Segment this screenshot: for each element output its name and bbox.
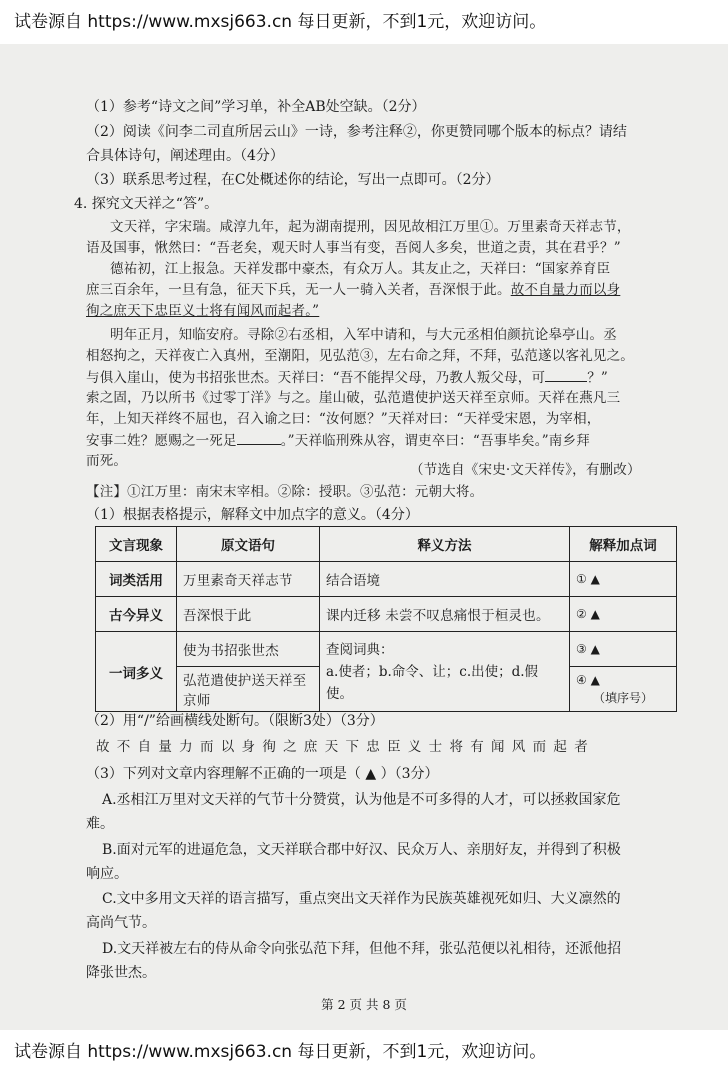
question-2-line2: 合具体诗句，阐述理由。（4分）	[86, 148, 284, 164]
sentence-cell: 吾深恨于此	[177, 597, 320, 632]
option-a-cont: 难。	[86, 816, 114, 832]
passage-text: 与俱入崖山，使为书招张世杰。天祥曰：“吾不能捍父母，乃教人叛父母，可	[86, 370, 546, 386]
passage-text: 。”天祥临刑殊从容，谓吏卒曰：“吾事毕矣。”南乡拜	[280, 433, 590, 449]
method-cell: 结合语境	[320, 562, 570, 597]
passage-line: 而死。	[86, 453, 128, 469]
passage-line: 索之固，乃以所书《过零丁洋》与之。崖山破，弘范遣使护送天祥至京师。天祥在燕凡三	[86, 390, 621, 406]
passage-line	[86, 367, 608, 388]
question-3: （3）联系思考过程，在C处概述你的结论，写出一点即可。（2分）	[86, 172, 500, 188]
sentence-cell: 万里素奇天祥志节	[177, 562, 320, 597]
table-row	[96, 632, 677, 667]
passage-text: ？”	[587, 370, 609, 386]
table-row	[96, 562, 677, 597]
sub-question-1: （1）根据表格提示，解释文中加点字的意义。（4分）	[86, 507, 419, 523]
answer-cell[interactable]	[570, 667, 677, 712]
underlined-sentence-cont: 徇之庶天下忠臣义士将有闻风而起者。”	[86, 303, 320, 319]
table-row	[96, 597, 677, 632]
answer-cell[interactable]: ③ ▲	[570, 632, 677, 667]
option-b-cont: 响应。	[86, 866, 128, 882]
footnote: 【注】①江万里：南宋末宰相。②除：授职。③弘范：元朝大将。	[86, 484, 484, 500]
question-2-line1: （2）阅读《问李二司直所居云山》一诗，参考注释②，你更赞同哪个版本的标点？请结	[86, 124, 627, 140]
passage-text: 安事二姓？愿赐之一死足	[86, 433, 237, 449]
option-c-cont: 高尚气节。	[86, 915, 156, 931]
question-1: （1）参考“诗文之间”学习单，补全AB处空缺。（2分）	[86, 99, 426, 115]
source-citation: （节选自《宋史·文天祥传》，有删改）	[410, 462, 641, 478]
passage-line: 德祐初，江上报急。天祥发郡中豪杰，有众万人。其友止之，天祥曰：“国家养育臣	[110, 261, 611, 277]
option-c[interactable]: C.文中多用文天祥的语言描写，重点突出文天祥作为民族英雄视死如归、大义凛然的	[102, 891, 621, 907]
method-cell	[320, 632, 570, 712]
phenomenon-cell: 一词多义	[96, 632, 177, 712]
phenomenon-cell: 词类活用	[96, 562, 177, 597]
passage-line: 语及国事，愀然曰：“吾老矣，观天时人事当有变，吾阅人多矣，世道之责，其在君乎？”	[86, 240, 621, 256]
passage-text: 庶三百余年，一旦有急，征天下兵，无一人一骑入关者，吾深恨于此。	[86, 282, 511, 298]
passage-line: 年，上知天祥终不屈也，召入谕之曰：“汝何愿？”天祥对曰：“天祥受宋恩，为宰相，	[86, 411, 601, 427]
method-options: a.使者；b.命令、让；c.出使；d.假使。	[326, 663, 539, 702]
answer-blank[interactable]	[237, 430, 281, 445]
sentence-cell: 弘范遣使护送天祥至京师	[177, 667, 320, 712]
option-d[interactable]: D.文天祥被左右的侍从命令向张弘范下拜，但他不拜，张弘范便以礼相待，还派他招	[102, 941, 622, 957]
passage-line: 文天祥，字宋瑞。咸淳九年，起为湖南提刑，因见故相江万里①。万里素奇天祥志节，	[110, 219, 631, 235]
option-d-cont: 降张世杰。	[86, 965, 156, 981]
top-banner: 试卷源自 https://www.mxsj663.cn 每日更新，不到1元，欢迎访问。	[0, 0, 728, 44]
section-4-heading: 4. 探究文天祥之“答”。	[74, 196, 219, 212]
header-method: 释义方法	[320, 527, 570, 562]
answer-cell[interactable]: ① ▲	[570, 562, 677, 597]
table-header-row	[96, 527, 677, 562]
answer-slot: ④ ▲	[576, 673, 600, 687]
sub-question-3: （3）下列对文章内容理解不正确的一项是（ ▲ ）（3分）	[86, 766, 439, 782]
passage-line	[86, 430, 590, 451]
option-b[interactable]: B.面对元军的进逼危急，文天祥联合郡中好汉、民众万人、亲朋好友，并得到了积极	[102, 842, 621, 858]
passage-line: 相怒拘之，天祥夜亡入真州，至潮阳，见弘范③，左右命之拜，不拜，弘范遂以客礼见之。	[86, 348, 634, 364]
phenomenon-cell: 古今异义	[96, 597, 177, 632]
bottom-banner: 试卷源自 https://www.mxsj663.cn 每日更新，不到1元，欢迎访问。	[0, 1030, 728, 1074]
answer-blank[interactable]	[545, 367, 587, 382]
passage-line	[86, 280, 620, 300]
passage-line: 明年正月，知临安府。寻除②右丞相，入军中请和，与大元丞相伯颜抗论皋亭山。丞	[110, 327, 617, 343]
method-dictionary: 查阅词典：	[326, 641, 394, 658]
sub-question-2: （2）用“/”给画横线处断句。（限断3处）（3分）	[86, 713, 384, 729]
sentence-cell: 使为书招张世杰	[177, 632, 320, 667]
fill-hint: （填序号）	[592, 691, 653, 705]
vocab-table	[95, 526, 677, 712]
header-sentence: 原文语句	[177, 527, 320, 562]
method-cell: 课内迁移 未尝不叹息痛恨于桓灵也。	[320, 597, 570, 632]
punctuation-sentence[interactable]: 故 不 自 量 力 而 以 身 徇 之 庶 天 下 忠 臣 义 士 将 有 闻 风 而 起 者	[96, 739, 590, 755]
answer-cell[interactable]: ② ▲	[570, 597, 677, 632]
option-a[interactable]: A.丞相江万里对文天祥的气节十分赞赏，认为他是不可多得的人才，可以拯救国家危	[102, 792, 621, 808]
page-number: 第 2 页 共 8 页	[321, 997, 407, 1012]
header-phenomenon: 文言现象	[96, 527, 177, 562]
header-answer: 解释加点词	[570, 527, 677, 562]
underlined-sentence: 故不自量力而以身	[510, 282, 621, 298]
